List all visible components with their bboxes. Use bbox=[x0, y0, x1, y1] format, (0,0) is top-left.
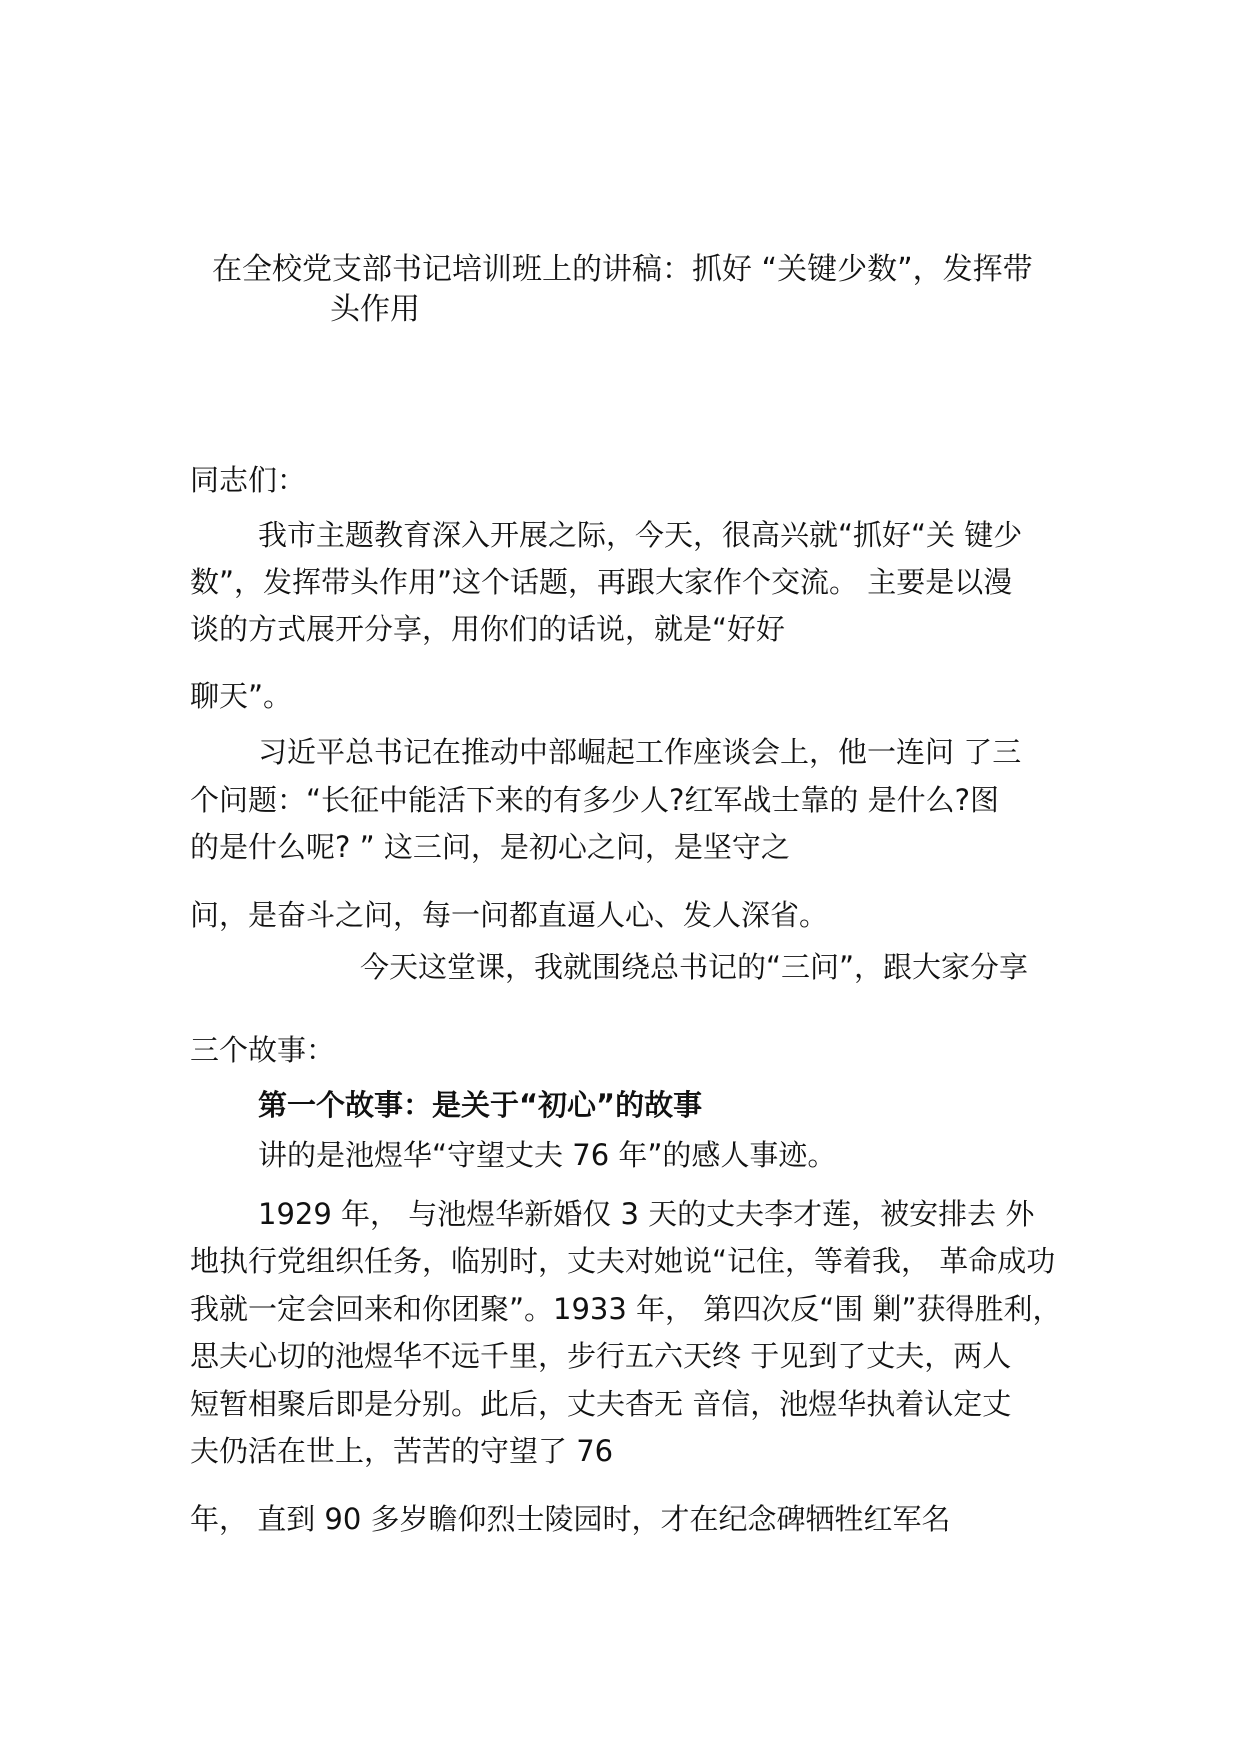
body-line: 谈的方式展开分享，用你们的话说，就是“好好 bbox=[190, 612, 786, 646]
body-line: 三个故事： bbox=[190, 1033, 336, 1067]
body-line: 地执行党组织任务，临别时，丈夫对她说“记住，等着我， 革命成功 bbox=[190, 1244, 1056, 1278]
body-line: 聊天”。 bbox=[190, 679, 293, 713]
body-line: 我市主题教育深入开展之际，今天，很高兴就“抓好“关 键少 bbox=[258, 518, 1023, 552]
body-line: 今天这堂课，我就围绕总书记的“三问”，跟大家分享 bbox=[360, 950, 1029, 984]
body-line: 习近平总书记在推动中部崛起工作座谈会上，他一连问 了三 bbox=[258, 735, 1022, 769]
body-line: 短暂相聚后即是分别。此后，丈夫杳无 音信，池煜华执着认定丈 bbox=[190, 1387, 1012, 1421]
body-line: 的是什么呢? ” 这三问，是初心之问，是坚守之 bbox=[190, 830, 790, 864]
body-line: 夫仍活在世上，苦苦的守望了 76 bbox=[190, 1434, 614, 1468]
body-line: 个问题：“长征中能活下来的有多少人?红军战士靠的 是什么?图 bbox=[190, 783, 1000, 817]
body-line: 年， 直到 90 多岁瞻仰烈士陵园时，才在纪念碑牺牲红军名 bbox=[190, 1502, 951, 1536]
salutation: 同志们： bbox=[190, 463, 307, 497]
section-heading: 第一个故事：是关于“初心”的故事 bbox=[258, 1088, 703, 1122]
body-line: 我就一定会回来和你团聚”。1933 年， 第四次反“围 剿”获得胜利， bbox=[190, 1292, 1062, 1326]
body-line: 思夫心切的池煜华不远千里，步行五六天终 于见到了丈夫，两人 bbox=[190, 1339, 1012, 1373]
body-line: 问，是奋斗之问，每一问都直逼人心、发人深省。 bbox=[190, 898, 829, 932]
body-line: 1929 年， 与池煜华新婚仅 3 天的丈夫李才莲，被安排去 外 bbox=[258, 1197, 1035, 1231]
body-line: 讲的是池煜华“守望丈夫 76 年”的感人事迹。 bbox=[258, 1138, 837, 1172]
body-line: 数”，发挥带头作用”这个话题，再跟大家作个交流。 主要是以漫 bbox=[190, 565, 1013, 599]
document-title-line-2: 头作用 bbox=[330, 292, 420, 327]
document-title-line-1: 在全校党支部书记培训班上的讲稿：抓好 “关键少数”，发挥带 bbox=[212, 252, 1033, 287]
